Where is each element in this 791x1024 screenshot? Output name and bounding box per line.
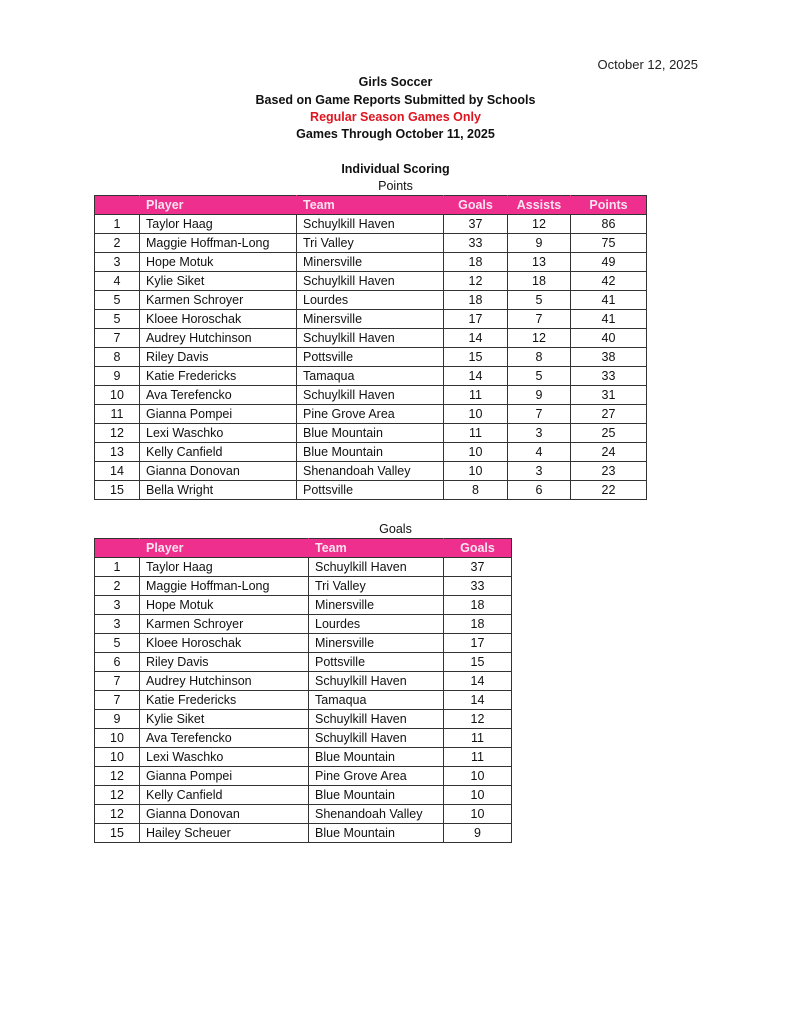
cell-rank: 10 <box>95 386 140 405</box>
cell-assists: 5 <box>508 291 571 310</box>
cell-player: Hailey Scheuer <box>140 824 309 843</box>
table-row <box>95 558 512 577</box>
cell-points: 42 <box>571 272 647 291</box>
report-date: October 12, 2025 <box>597 57 698 72</box>
column-header-goals: Goals <box>444 196 508 215</box>
cell-team: Minersville <box>297 310 444 329</box>
goals-header-row <box>95 539 512 558</box>
cell-player: Gianna Pompei <box>140 405 297 424</box>
cell-goals: 33 <box>444 577 512 596</box>
cell-rank: 14 <box>95 462 140 481</box>
cell-points: 24 <box>571 443 647 462</box>
table-row <box>95 462 647 481</box>
cell-goals: 14 <box>444 672 512 691</box>
season-note: Regular Season Games Only <box>310 110 481 124</box>
table-row <box>95 786 512 805</box>
cell-rank: 3 <box>95 596 140 615</box>
cell-team: Schuylkill Haven <box>309 558 444 577</box>
cell-player: Audrey Hutchinson <box>140 329 297 348</box>
table-row <box>95 405 647 424</box>
cell-team: Minersville <box>309 596 444 615</box>
table-row <box>95 748 512 767</box>
cell-points: 41 <box>571 291 647 310</box>
cell-team: Blue Mountain <box>309 748 444 767</box>
column-header-rank <box>95 196 140 215</box>
cell-goals: 9 <box>444 824 512 843</box>
table-row <box>95 615 512 634</box>
cell-team: Pottsville <box>297 481 444 500</box>
cell-goals: 17 <box>444 634 512 653</box>
cell-points: 33 <box>571 367 647 386</box>
table-row <box>95 805 512 824</box>
cell-team: Schuylkill Haven <box>297 272 444 291</box>
cell-player: Hope Motuk <box>140 596 309 615</box>
cell-player: Hope Motuk <box>140 253 297 272</box>
table-row <box>95 215 647 234</box>
cell-player: Taylor Haag <box>140 558 309 577</box>
goals-caption: Goals <box>379 522 412 536</box>
cell-goals: 18 <box>444 596 512 615</box>
table-row <box>95 729 512 748</box>
section-title: Individual Scoring <box>341 162 450 176</box>
table-row <box>95 329 647 348</box>
cell-team: Blue Mountain <box>309 824 444 843</box>
cell-rank: 6 <box>95 653 140 672</box>
cell-assists: 9 <box>508 234 571 253</box>
cell-player: Kylie Siket <box>140 272 297 291</box>
cell-goals: 10 <box>444 443 508 462</box>
points-header-row <box>95 196 647 215</box>
table-row <box>95 577 512 596</box>
table-row <box>95 291 647 310</box>
cell-rank: 9 <box>95 710 140 729</box>
cell-points: 22 <box>571 481 647 500</box>
cell-player: Bella Wright <box>140 481 297 500</box>
cell-rank: 12 <box>95 424 140 443</box>
cell-player: Maggie Hoffman-Long <box>140 577 309 596</box>
table-row <box>95 481 647 500</box>
cell-goals: 11 <box>444 386 508 405</box>
cell-points: 49 <box>571 253 647 272</box>
table-row <box>95 767 512 786</box>
cell-team: Tri Valley <box>297 234 444 253</box>
cell-player: Maggie Hoffman-Long <box>140 234 297 253</box>
cell-team: Schuylkill Haven <box>297 386 444 405</box>
goals-table <box>94 538 512 843</box>
cell-goals: 12 <box>444 272 508 291</box>
cell-points: 31 <box>571 386 647 405</box>
points-table <box>94 195 647 500</box>
cell-goals: 15 <box>444 348 508 367</box>
cell-assists: 18 <box>508 272 571 291</box>
cell-player: Kylie Siket <box>140 710 309 729</box>
cell-team: Schuylkill Haven <box>297 215 444 234</box>
cell-assists: 12 <box>508 329 571 348</box>
cell-rank: 2 <box>95 234 140 253</box>
table-row <box>95 710 512 729</box>
cell-rank: 3 <box>95 615 140 634</box>
cell-player: Riley Davis <box>140 348 297 367</box>
cell-assists: 13 <box>508 253 571 272</box>
cell-rank: 12 <box>95 805 140 824</box>
cell-team: Blue Mountain <box>297 443 444 462</box>
cell-goals: 14 <box>444 691 512 710</box>
cell-goals: 10 <box>444 767 512 786</box>
cell-player: Taylor Haag <box>140 215 297 234</box>
cell-points: 38 <box>571 348 647 367</box>
cell-assists: 12 <box>508 215 571 234</box>
cell-team: Pottsville <box>309 653 444 672</box>
cell-goals: 10 <box>444 405 508 424</box>
column-header-goals: Goals <box>444 539 512 558</box>
cell-team: Blue Mountain <box>309 786 444 805</box>
table-row <box>95 310 647 329</box>
table-row <box>95 272 647 291</box>
cell-goals: 37 <box>444 558 512 577</box>
table-row <box>95 634 512 653</box>
cell-player: Gianna Donovan <box>140 462 297 481</box>
column-header-rank <box>95 539 140 558</box>
cell-team: Blue Mountain <box>297 424 444 443</box>
column-header-team: Team <box>309 539 444 558</box>
column-header-assists: Assists <box>508 196 571 215</box>
cell-rank: 15 <box>95 481 140 500</box>
cell-goals: 11 <box>444 729 512 748</box>
cell-goals: 33 <box>444 234 508 253</box>
cell-rank: 3 <box>95 253 140 272</box>
cell-player: Ava Terefencko <box>140 386 297 405</box>
cell-player: Kelly Canfield <box>140 786 309 805</box>
cell-goals: 18 <box>444 291 508 310</box>
cell-rank: 10 <box>95 729 140 748</box>
cell-team: Shenandoah Valley <box>297 462 444 481</box>
cell-assists: 6 <box>508 481 571 500</box>
cell-goals: 10 <box>444 805 512 824</box>
cell-team: Pine Grove Area <box>309 767 444 786</box>
cell-player: Karmen Schroyer <box>140 291 297 310</box>
cell-goals: 10 <box>444 462 508 481</box>
cell-player: Ava Terefencko <box>140 729 309 748</box>
table-row <box>95 234 647 253</box>
cell-team: Tamaqua <box>309 691 444 710</box>
cell-points: 40 <box>571 329 647 348</box>
cell-player: Lexi Waschko <box>140 748 309 767</box>
cell-goals: 18 <box>444 253 508 272</box>
cell-player: Lexi Waschko <box>140 424 297 443</box>
cell-points: 75 <box>571 234 647 253</box>
cell-team: Schuylkill Haven <box>309 729 444 748</box>
cell-player: Gianna Pompei <box>140 767 309 786</box>
cell-rank: 7 <box>95 691 140 710</box>
cell-team: Shenandoah Valley <box>309 805 444 824</box>
cell-goals: 14 <box>444 329 508 348</box>
cell-points: 23 <box>571 462 647 481</box>
cell-goals: 14 <box>444 367 508 386</box>
table-row <box>95 424 647 443</box>
cell-player: Gianna Donovan <box>140 805 309 824</box>
cell-team: Minersville <box>297 253 444 272</box>
cell-rank: 5 <box>95 310 140 329</box>
cell-rank: 13 <box>95 443 140 462</box>
table-row <box>95 253 647 272</box>
cell-rank: 12 <box>95 767 140 786</box>
cell-assists: 3 <box>508 424 571 443</box>
cell-team: Tri Valley <box>309 577 444 596</box>
cell-goals: 11 <box>444 424 508 443</box>
cell-player: Karmen Schroyer <box>140 615 309 634</box>
cell-rank: 8 <box>95 348 140 367</box>
cell-rank: 2 <box>95 577 140 596</box>
cell-goals: 11 <box>444 748 512 767</box>
cell-player: Riley Davis <box>140 653 309 672</box>
cell-player: Audrey Hutchinson <box>140 672 309 691</box>
table-row <box>95 596 512 615</box>
column-header-points: Points <box>571 196 647 215</box>
cell-team: Lourdes <box>297 291 444 310</box>
cell-rank: 1 <box>95 558 140 577</box>
cell-goals: 12 <box>444 710 512 729</box>
cell-points: 86 <box>571 215 647 234</box>
cell-assists: 3 <box>508 462 571 481</box>
cell-goals: 17 <box>444 310 508 329</box>
cell-rank: 7 <box>95 329 140 348</box>
cell-assists: 7 <box>508 405 571 424</box>
report-subtitle: Based on Game Reports Submitted by Schools <box>255 93 536 107</box>
table-row <box>95 367 647 386</box>
cell-team: Schuylkill Haven <box>309 710 444 729</box>
column-header-player: Player <box>140 196 297 215</box>
cell-rank: 9 <box>95 367 140 386</box>
cell-team: Schuylkill Haven <box>297 329 444 348</box>
cell-assists: 7 <box>508 310 571 329</box>
goals-body <box>95 558 512 843</box>
cell-rank: 4 <box>95 272 140 291</box>
cell-points: 41 <box>571 310 647 329</box>
column-header-team: Team <box>297 196 444 215</box>
cell-rank: 15 <box>95 824 140 843</box>
cell-assists: 5 <box>508 367 571 386</box>
cell-rank: 12 <box>95 786 140 805</box>
cell-goals: 8 <box>444 481 508 500</box>
cell-player: Katie Fredericks <box>140 367 297 386</box>
cell-assists: 8 <box>508 348 571 367</box>
column-header-player: Player <box>140 539 309 558</box>
cell-team: Lourdes <box>309 615 444 634</box>
cell-team: Schuylkill Haven <box>309 672 444 691</box>
cell-player: Katie Fredericks <box>140 691 309 710</box>
table-row <box>95 386 647 405</box>
cell-rank: 7 <box>95 672 140 691</box>
cell-rank: 10 <box>95 748 140 767</box>
cell-rank: 1 <box>95 215 140 234</box>
cell-player: Kloee Horoschak <box>140 310 297 329</box>
report-title: Girls Soccer <box>358 75 433 89</box>
cell-goals: 10 <box>444 786 512 805</box>
cell-team: Pottsville <box>297 348 444 367</box>
cell-team: Tamaqua <box>297 367 444 386</box>
cell-rank: 11 <box>95 405 140 424</box>
cell-points: 27 <box>571 405 647 424</box>
cell-player: Kelly Canfield <box>140 443 297 462</box>
cell-assists: 9 <box>508 386 571 405</box>
cell-goals: 18 <box>444 615 512 634</box>
cell-rank: 5 <box>95 291 140 310</box>
table-row <box>95 443 647 462</box>
games-through: Games Through October 11, 2025 <box>296 127 495 141</box>
cell-goals: 15 <box>444 653 512 672</box>
cell-assists: 4 <box>508 443 571 462</box>
cell-points: 25 <box>571 424 647 443</box>
table-row <box>95 824 512 843</box>
points-body <box>95 215 647 500</box>
table-row <box>95 672 512 691</box>
points-caption: Points <box>378 179 413 193</box>
cell-team: Minersville <box>309 634 444 653</box>
cell-rank: 5 <box>95 634 140 653</box>
cell-goals: 37 <box>444 215 508 234</box>
cell-player: Kloee Horoschak <box>140 634 309 653</box>
table-row <box>95 348 647 367</box>
cell-team: Pine Grove Area <box>297 405 444 424</box>
table-row <box>95 653 512 672</box>
table-row <box>95 691 512 710</box>
